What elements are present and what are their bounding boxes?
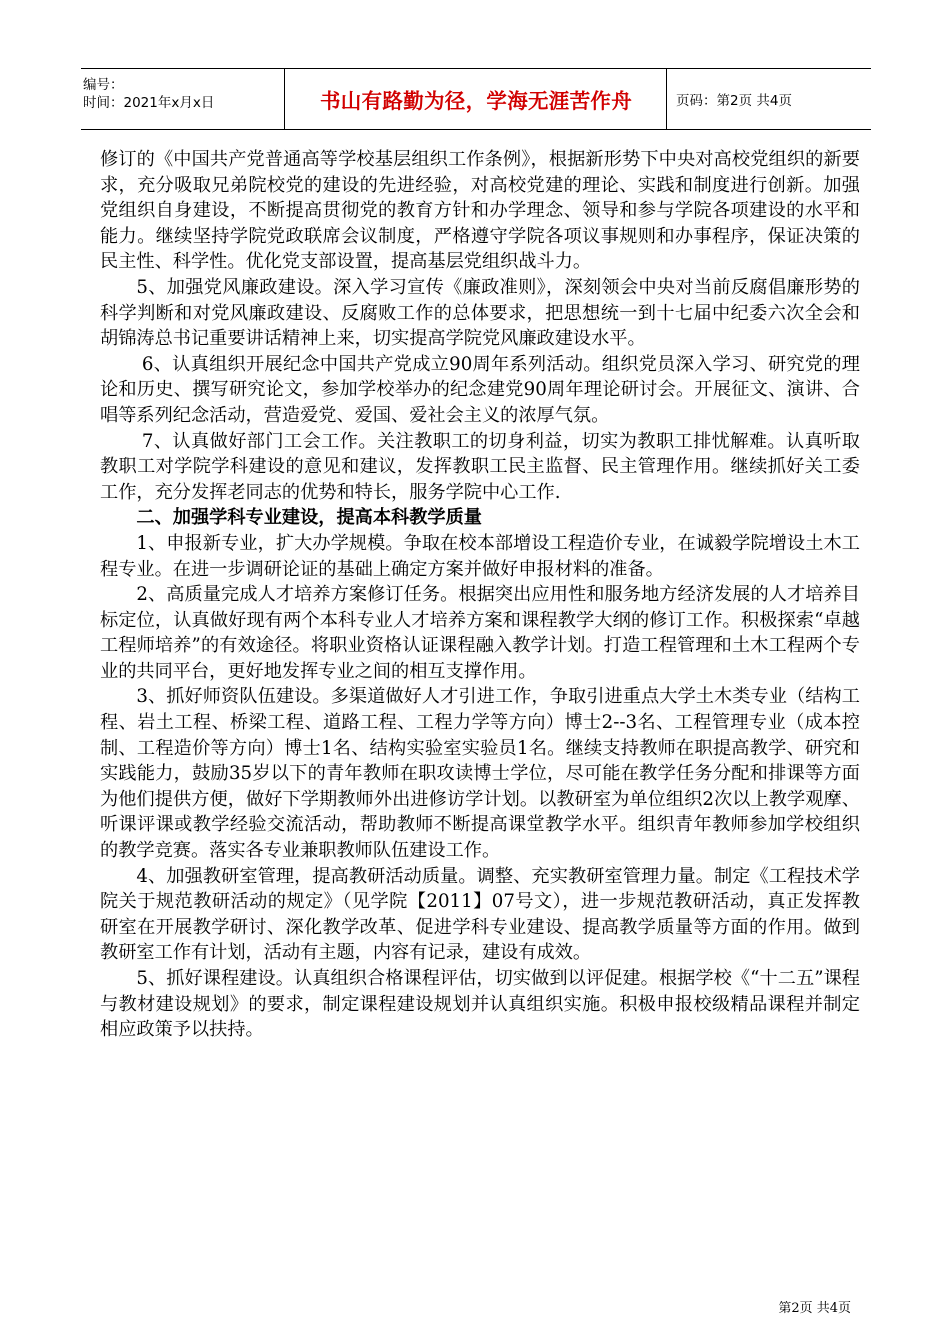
header-page-number: 页码：第2页 共4页 <box>676 93 792 109</box>
header-motto: 书山有路勤为径，学海无涯苦作舟 <box>286 69 667 129</box>
paragraph: 2、高质量完成人才培养方案修订任务。根据突出应用性和服务地方经济发展的人才培养目标定位，认真做好现有两个本科专业人才培养方案和课程教学大纲的修订工作。积极探索“卓越工程师培养”的有效途径。将职业资格认证课程融入教学计划。打造工程管理和土木工程两个专业的共同平台，更好地发挥专业之间的相互支撑作用。 <box>100 584 860 682</box>
page-header <box>81 68 871 130</box>
paragraph: 5、抓好课程建设。认真组织合格课程评估，切实做到以评促建。根据学校《“十二五”课程与教材建设规划》的要求，制定课程建设规划并认真组织实施。积极申报校级精品课程并制定相应政策予以扶持。 <box>100 968 860 1041</box>
paragraph: 4、加强教研室管理，提高教研活动质量。调整、充实教研室管理力量。制定《工程技术学院关于规范教研活动的规定》（见学院【2011】07号文），进一步规范教研活动，真正发挥教研室在开展教学研讨、深化教学改革、促进学科专业建设、提高教学质量等方面的作用。做到教研室工作有计划，活动有主题，内容有记录，建设有成效。 <box>100 865 860 964</box>
document-time-label: 时间：2021年x月x日 <box>83 95 215 111</box>
paragraph: 6、认真组织开展纪念中国共产党成立90周年系列活动。组织党员深入学习、研究党的理论和历史、撰写研究论文，参加学校举办的纪念建党90周年理论研讨会。开展征文、演讲、合唱等系列纪念活动，营造爱党、爱国、爱社会主义的浓厚气氛。 <box>100 353 860 426</box>
document-number-label: 编号： <box>83 77 124 93</box>
paragraph: 5、加强党风廉政建设。深入学习宣传《廉政准则》，深刻领会中央对当前反腐倡廉形势的科学判断和对党风廉政建设、反腐败工作的总体要求，把思想统一到十七届中纪委六次全会和胡锦涛总书记重要讲话精神上来，切实提高学院党风廉政建设水平。 <box>100 276 860 350</box>
paragraph: 修订的《中国共产党普通高等学校基层组织工作条例》，根据新形势下中央对高校党组织的新要求，充分吸取兄弟院校党的建设的先进经验，对高校党建的理论、实践和制度进行创新。加强党组织自身建设，不断提高贯彻党的教育方针和办学理念、领导和参与学院各项建设的水平和能力。继续坚持学院党政联席会议制度，严格遵守学院各项议事规则和办事程序，保证决策的民主性、科学性。优化党支部设置，提高基层党组织战斗力。 <box>100 149 860 273</box>
paragraph: 3、抓好师资队伍建设。多渠道做好人才引进工作，争取引进重点大学土木类专业（结构工程、岩土工程、桥梁工程、道路工程、工程力学等方向）博士2--3名、工程管理专业（成本控制、工程造价等方向）博士1名、结构实验室实验员1名。继续支持教师在职提高教学、研究和实践能力，鼓励35岁以下的青年教师在职攻读博士学位，尽可能在教学任务分配和排课等方面为他们提供方便，做好下学期教师外出进修访学计划。以教研室为单位组织2次以上教学观摩、听课评课或教学经验交流活动，帮助教师不断提高课堂教学水平。组织青年教师参加学校组织的教学竞赛。落实各专业兼职教师队伍建设工作。 <box>100 686 860 862</box>
paragraph: 1、申报新专业，扩大办学规模。争取在校本部增设工程造价专业，在诚毅学院增设土木工程专业。在进一步调研论证的基础上确定方案并做好申报材料的准备。 <box>100 532 860 580</box>
paragraph: 7、认真做好部门工会工作。关注教职工的切身利益，切实为教职工排忧解难。认真听取教职工对学院学科建设的意见和建议，发挥教职工民主监督、民主管理作用。继续抓好关工委工作，充分发挥老同志的优势和特长，服务学院中心工作. <box>100 430 860 503</box>
section-heading: 二、加强学科专业建设，提高本科教学质量 <box>136 507 482 529</box>
page-footer: 第2页 共4页 <box>778 1301 851 1316</box>
document-body <box>100 147 860 1043</box>
header-meta-cell <box>81 69 285 129</box>
